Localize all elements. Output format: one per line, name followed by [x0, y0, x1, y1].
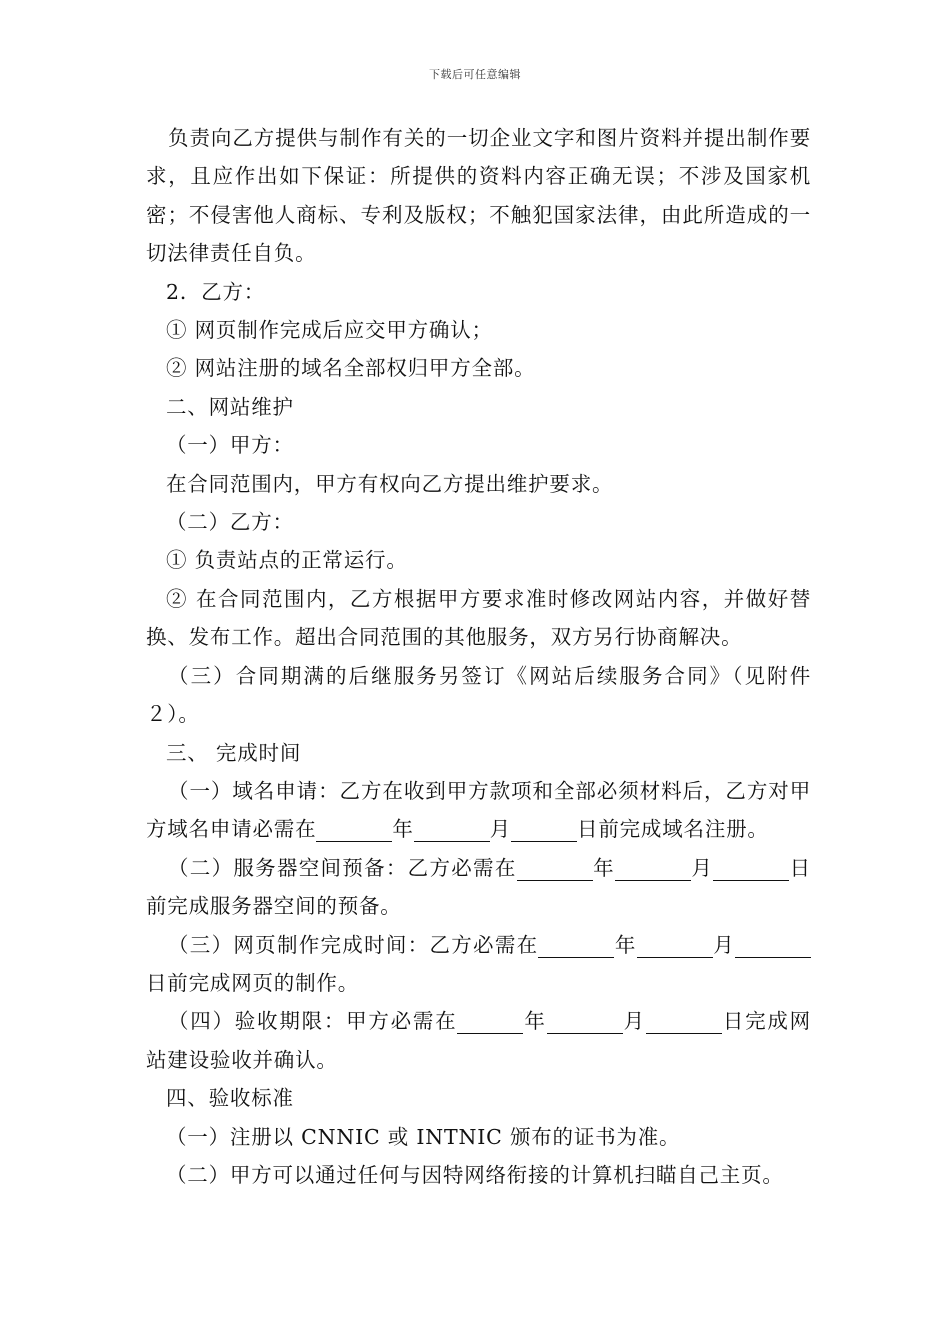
blank-month-field[interactable]: [615, 858, 691, 881]
paragraph-webpage-completion: [146, 926, 811, 1003]
month-label: 月: [712, 932, 735, 957]
acceptance-deadline-tail: 日完成网站建设验收并确认。: [146, 1009, 811, 1072]
paragraph-follow-up-contract: （三）合同期满的后继服务另签订《网站后续服务合同》（见附件２）。: [146, 663, 811, 727]
webpage-completion-tail: 日前完成网页的制作。: [146, 970, 359, 995]
paragraph-maintenance-request: 在合同范围内，甲方有权向乙方提出维护要求。: [166, 471, 614, 496]
year-label: 年: [392, 817, 414, 842]
blank-day-field[interactable]: [646, 1011, 722, 1034]
year-label: 年: [592, 855, 615, 880]
subsection-party-a: （一）甲方：: [166, 433, 294, 458]
blank-year-field[interactable]: [538, 935, 614, 958]
month-label: 月: [690, 855, 714, 880]
year-label: 年: [614, 932, 637, 957]
list-item-domain-ownership: ② 网站注册的域名全部权归甲方全部。: [166, 356, 536, 381]
page-header-note: 下载后可任意编辑: [429, 68, 521, 81]
server-space-text: （二）服务器空间预备：乙方必需在: [168, 855, 517, 880]
month-label: 月: [622, 1009, 646, 1034]
paragraph-domain-application: [146, 772, 811, 849]
blank-month-field[interactable]: [547, 1011, 623, 1034]
domain-application-tail: 日前完成域名注册。: [577, 817, 769, 842]
section-heading-completion-time: 三、 完成时间: [166, 740, 302, 765]
server-space-tail: 日前完成服务器空间的预备。: [146, 855, 811, 919]
blank-day-field[interactable]: [713, 858, 789, 881]
section-heading-maintenance: 二、网站维护: [166, 394, 294, 419]
list-item-normal-operation: ① 负责站点的正常运行。: [166, 548, 408, 573]
section-heading-acceptance-standard: 四、验收标准: [166, 1086, 294, 1111]
acceptance-deadline-text: （四）验收期限：甲方必需在: [168, 1009, 458, 1034]
document-body: [146, 119, 811, 1194]
blank-month-field[interactable]: [414, 819, 490, 842]
list-item-confirm: ① 网页制作完成后应交甲方确认；: [166, 318, 493, 343]
paragraph-acceptance-deadline: [146, 1002, 811, 1079]
blank-year-field[interactable]: [517, 858, 593, 881]
paragraph-party-a-obligations: 负责向乙方提供与制作有关的一切企业文字和图片资料并提出制作要求，且应作出如下保证：所提供的资料内容正确无误；不涉及国家机密；不侵害他人商标、专利及版权；不触犯国家法律，由此所造成的一切法律责任自负。: [146, 126, 811, 266]
paragraph-browse-homepage: （二）甲方可以通过任何与因特网络衔接的计算机扫瞄自己主页。: [166, 1162, 784, 1187]
list-item-content-update: ② 在合同范围内，乙方根据甲方要求准时修改网站内容，并做好替换、发布工作。超出合同范围的其他服务，双方另行协商解决。: [146, 586, 811, 650]
blank-day-field[interactable]: [511, 819, 577, 842]
year-label: 年: [523, 1009, 547, 1034]
paragraph-server-space: [146, 849, 811, 926]
blank-year-field[interactable]: [457, 1011, 523, 1034]
paragraph-registration-certificate: （一）注册以 CNNIC 或 INTNIC 颁布的证书为准。: [166, 1124, 681, 1149]
blank-year-field[interactable]: [316, 819, 392, 842]
webpage-completion-text: （三）网页制作完成时间：乙方必需在: [168, 932, 539, 957]
blank-day-field[interactable]: [735, 935, 811, 958]
paragraph-party-b-heading: 2．乙方：: [166, 279, 266, 304]
blank-month-field[interactable]: [637, 935, 713, 958]
subsection-party-b: （二）乙方：: [166, 510, 294, 535]
month-label: 月: [489, 817, 512, 842]
domain-application-text: （一）域名申请：乙方在收到甲方款项和全部必须材料后，乙方对甲方域名申请必需在: [146, 778, 811, 842]
